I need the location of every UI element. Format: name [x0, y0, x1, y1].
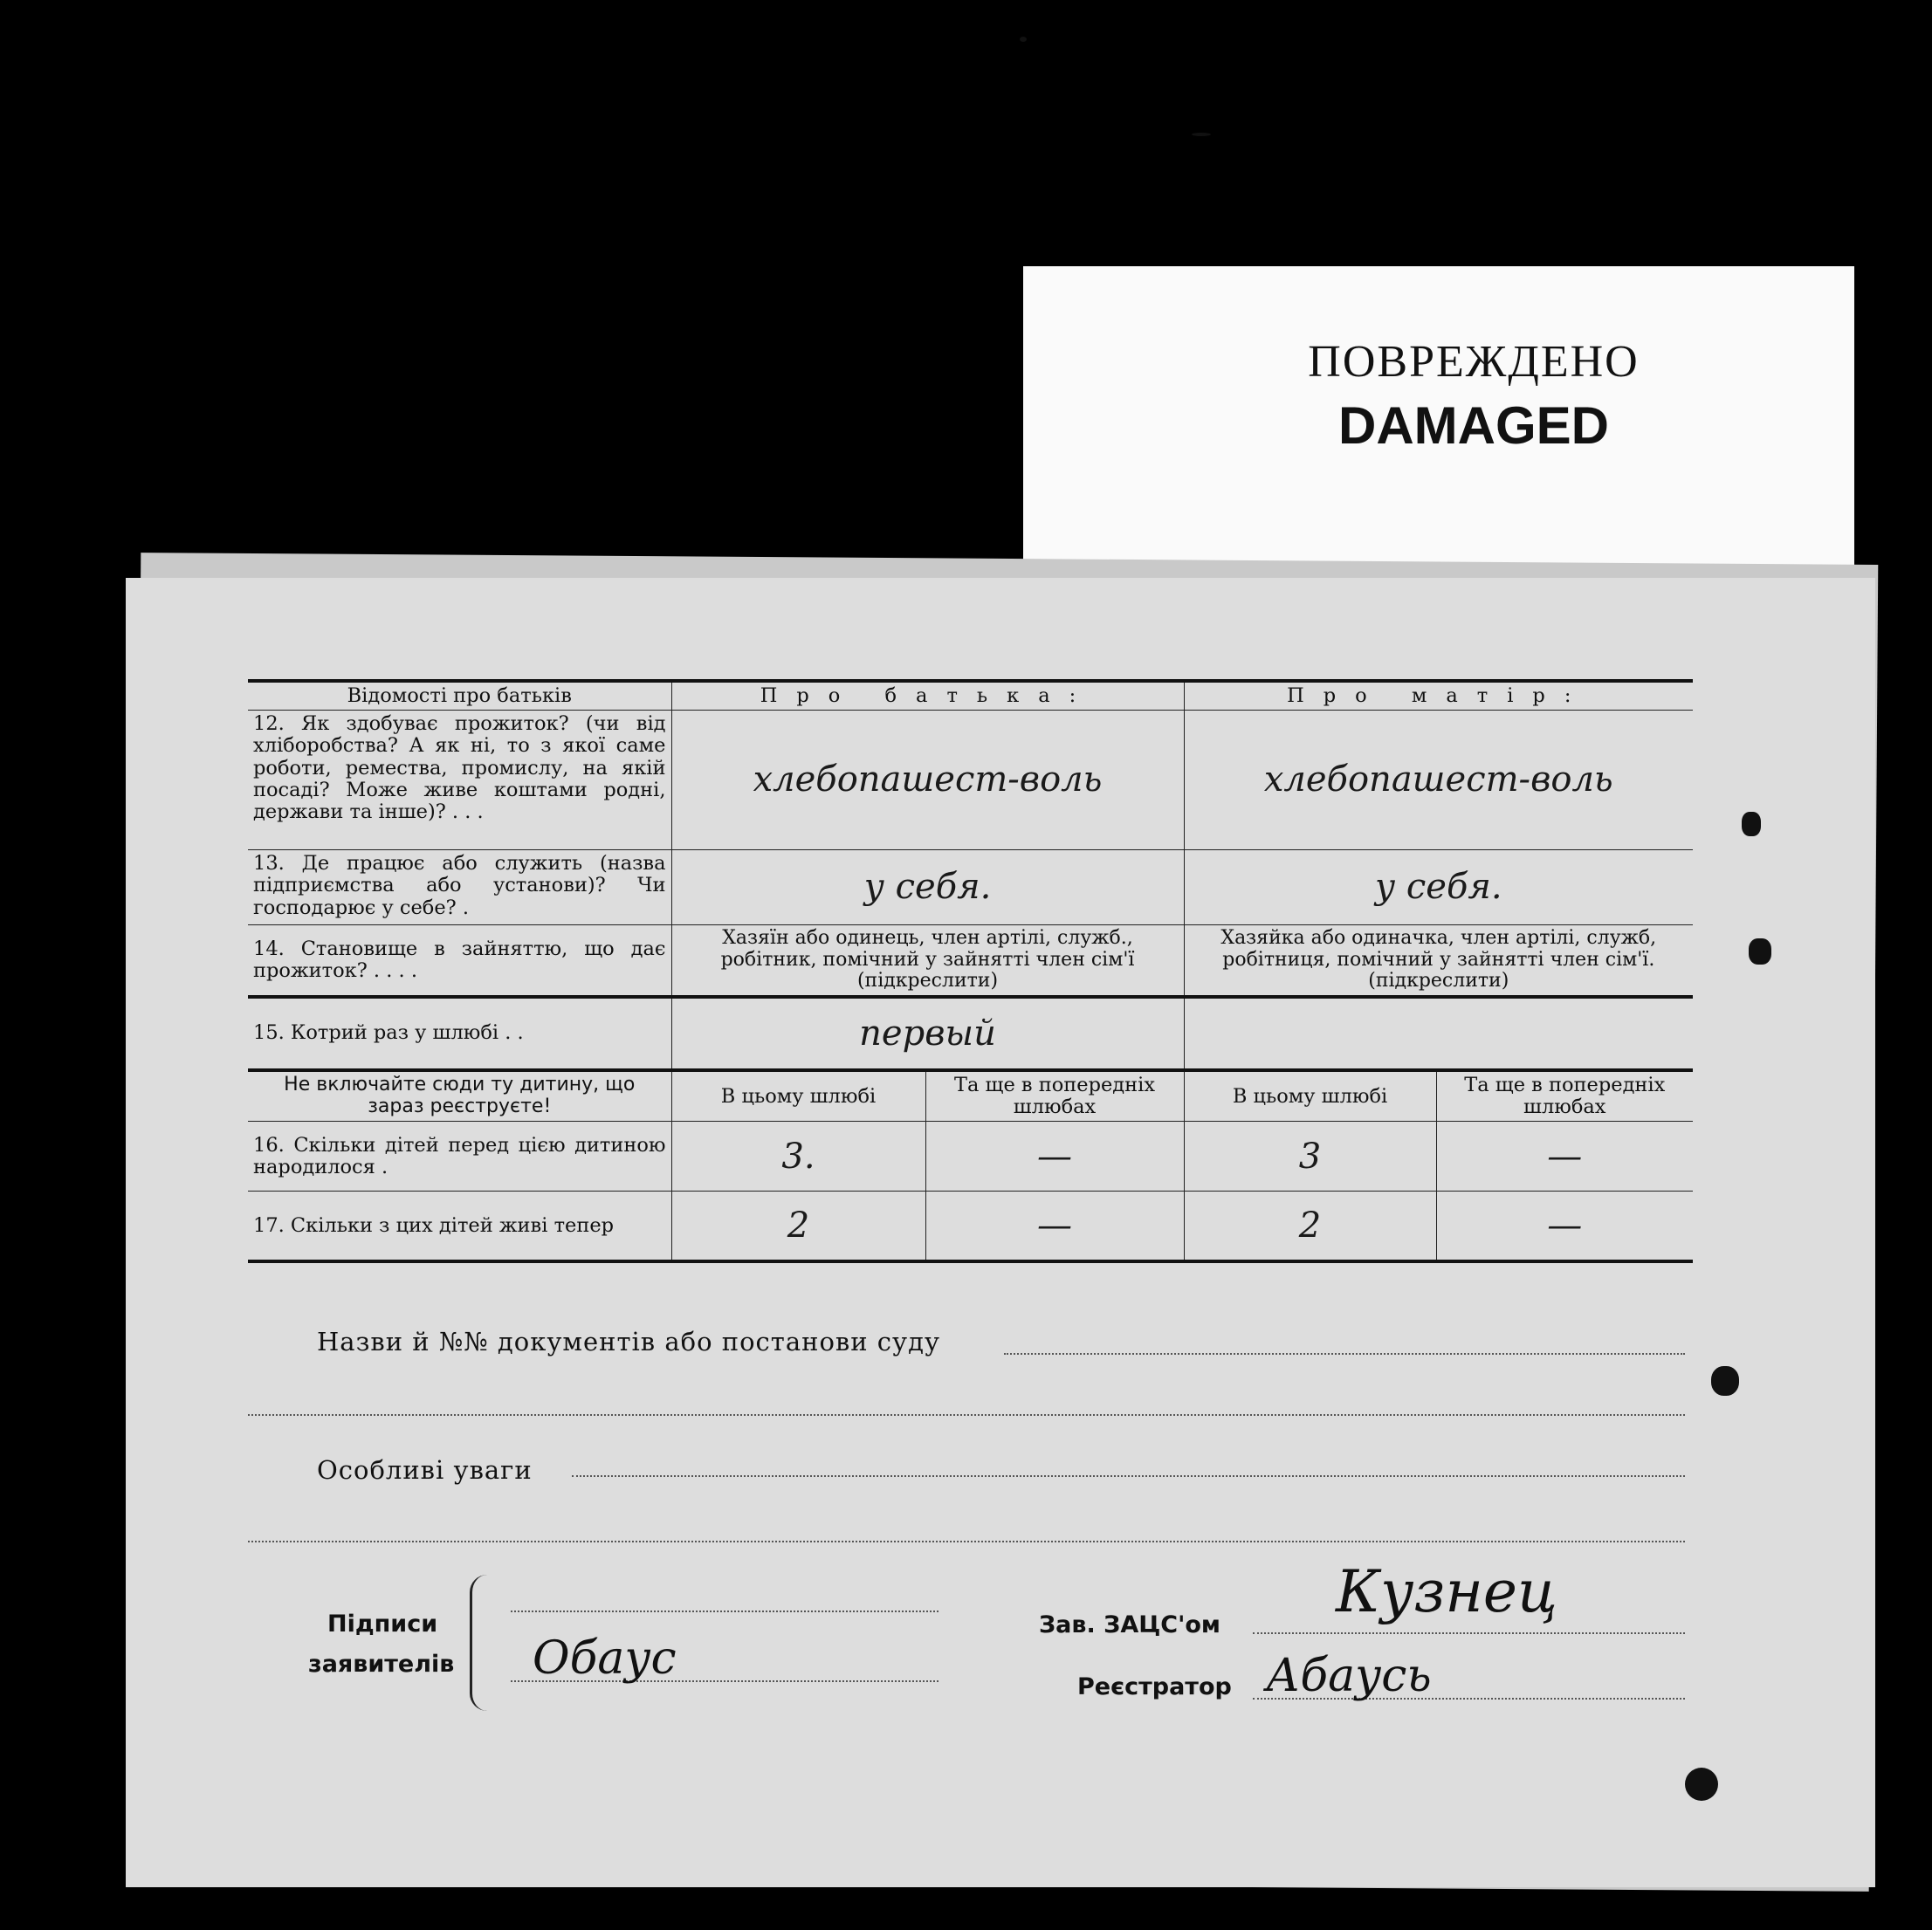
- documents-line-1: [1004, 1353, 1685, 1355]
- mother-workplace: у себя.: [1184, 850, 1693, 925]
- mother-children-born-this: 3: [1184, 1122, 1436, 1192]
- header-parents-info: Відомості про батьків: [248, 681, 671, 711]
- father-children-born-prev: —: [925, 1122, 1184, 1192]
- table-row: [248, 850, 1693, 925]
- table-header-row: [248, 681, 1693, 711]
- damage-mark: [1749, 938, 1771, 965]
- table-row: [248, 997, 1693, 1070]
- question-16: 16. Скільки дітей перед цією дитиною народилося .: [248, 1122, 671, 1192]
- speck: [1020, 37, 1027, 42]
- mother-position-note: (підкреслити): [1368, 970, 1509, 992]
- question-15: 15. Котрий раз у шлюбі . .: [248, 997, 671, 1070]
- notes-label: Особливі уваги: [317, 1455, 533, 1485]
- applicant-signature: Обаус: [533, 1632, 677, 1685]
- question-14: 14. Становище в зайняттю, що дає прожиток? . . . .: [248, 925, 671, 997]
- children-warning: Не включайте сюди ту дитину, що зараз реєструєте!: [248, 1070, 671, 1122]
- question-12: 12. Як здобуває прожиток? (чи від хліборобства? А як ні, то з якої саме роботи, ремества, промислу, на якій посаді? Може живе коштами родні, держави та інше)? . . .: [248, 711, 671, 850]
- notes-line-1: [572, 1475, 1685, 1477]
- father-position-note: (підкреслити): [856, 970, 999, 992]
- damage-mark: [1711, 1366, 1739, 1396]
- parents-info-table: [248, 679, 1693, 1263]
- applicants-brace: [470, 1575, 492, 1711]
- header-father: Про батька:: [671, 681, 1184, 711]
- damaged-label-ukrainian: ПОВРЕЖДЕНО: [1308, 337, 1640, 387]
- registrar-label: Реєстратор: [1077, 1673, 1232, 1700]
- applicants-label-2: заявителів: [308, 1651, 455, 1678]
- mother-livelihood: хлебопашест-воль: [1184, 711, 1693, 850]
- father-children-alive-this: 2: [671, 1192, 925, 1261]
- mother-position-options: Хазяйка або одиначка, член артілі, служб, робітниця, помічний у зайнятті член сім'ї.: [1220, 927, 1657, 971]
- mother-marriage-number: [1184, 997, 1693, 1070]
- table-row: [248, 711, 1693, 850]
- header-mother: Про матір:: [1184, 681, 1693, 711]
- damaged-label-card: [1023, 266, 1854, 580]
- children-header-row: [248, 1070, 1693, 1122]
- father-position-options: Хазяїн або одинець, член артілі, служб., робітник, помічний у зайнятті член сім'ї: [720, 927, 1135, 971]
- applicants-label-1: Підписи: [327, 1611, 438, 1638]
- damaged-label-english: DAMAGED: [1338, 396, 1609, 455]
- table-row: [248, 1122, 1693, 1192]
- documents-label: Назви й №№ документів або постанови суду: [317, 1327, 941, 1356]
- punch-hole: [1685, 1768, 1718, 1801]
- registrar-signature: Абаусь: [1266, 1650, 1432, 1702]
- applicant-line-1: [511, 1611, 938, 1612]
- mother-children-alive-prev: —: [1436, 1192, 1693, 1261]
- table-row: [248, 925, 1693, 997]
- father-children-born-this: 3.: [671, 1122, 925, 1192]
- head-label: Зав. ЗАЦС'ом: [1039, 1611, 1220, 1638]
- damage-mark: [1742, 812, 1761, 836]
- mother-children-born-prev: —: [1436, 1122, 1693, 1192]
- documents-line-2: [248, 1414, 1685, 1416]
- father-this-marriage-header: В цьому шлюбі: [671, 1070, 925, 1122]
- father-previous-marriages-header: Та ще в попередніх шлюбах: [925, 1070, 1184, 1122]
- speck: [1192, 133, 1211, 136]
- mother-children-alive-this: 2: [1184, 1192, 1436, 1261]
- mother-position-cell: [1184, 925, 1693, 997]
- father-workplace: у себя.: [671, 850, 1184, 925]
- notes-line-2: [248, 1541, 1685, 1542]
- mother-this-marriage-header: В цьому шлюбі: [1184, 1070, 1436, 1122]
- table-row: [248, 1192, 1693, 1261]
- marriage-number: первый: [671, 997, 1184, 1070]
- head-line: [1253, 1632, 1685, 1634]
- mother-previous-marriages-header: Та ще в попередніх шлюбах: [1436, 1070, 1693, 1122]
- father-position-cell: [671, 925, 1184, 997]
- father-livelihood: хлебопашест-воль: [671, 711, 1184, 850]
- question-17: 17. Скільки з цих дітей живі тепер: [248, 1192, 671, 1261]
- question-13: 13. Де працює або служить (назва підприємства або установи)? Чи господарює у себе? .: [248, 850, 671, 925]
- father-children-alive-prev: —: [925, 1192, 1184, 1261]
- head-signature: Кузнец: [1336, 1558, 1557, 1625]
